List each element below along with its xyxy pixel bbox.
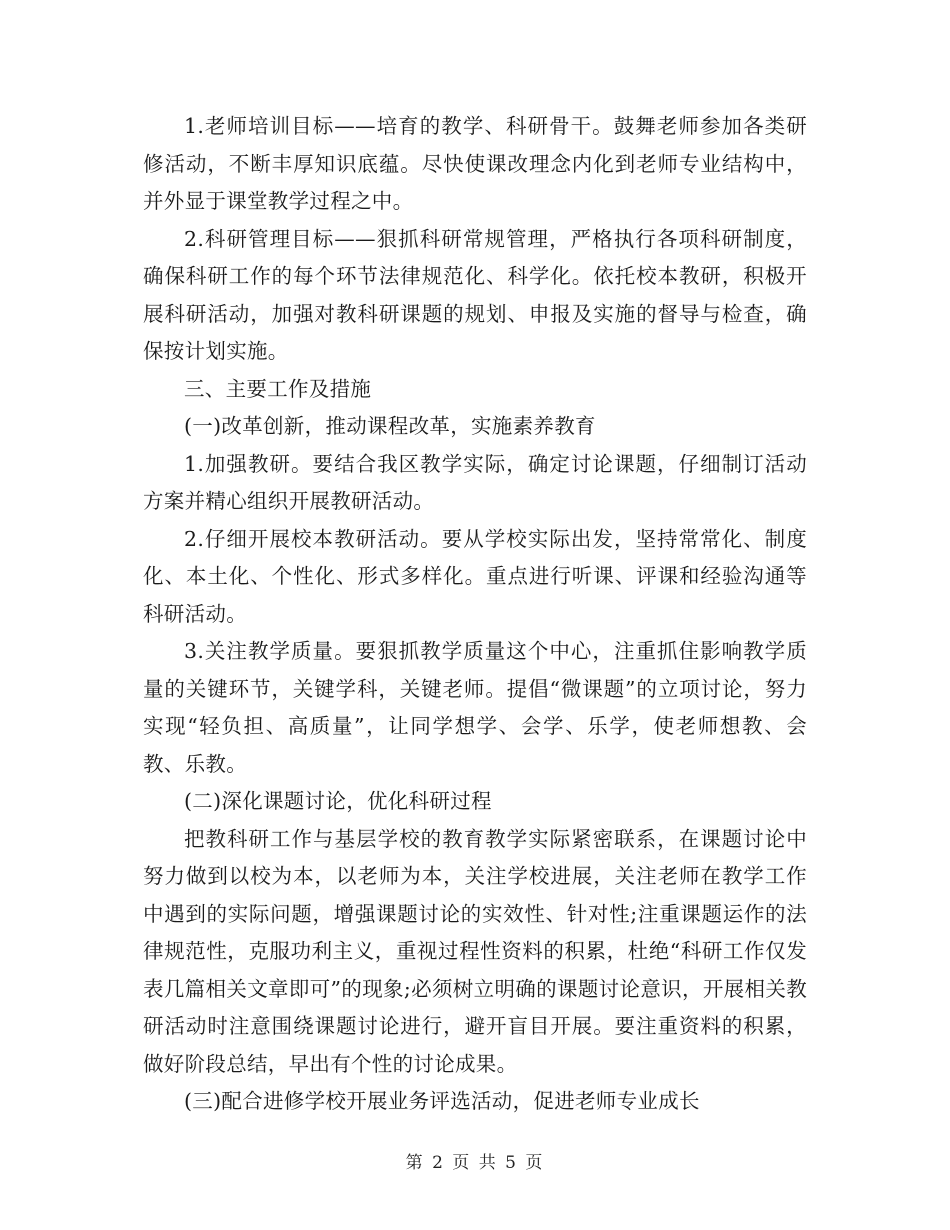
subsection-heading-reform: (一)改革创新，推动课程改革，实施素养教育 <box>184 414 596 438</box>
section-heading-main-work: 三、主要工作及措施 <box>184 376 372 401</box>
paragraph-school-research: 2.仔细开展校本教研活动。要从学校实际出发，坚持常常化、制度化、本土化、个性化、形式多样化。重点进行听课、评课和经验沟通等科研活动。 <box>143 526 807 626</box>
paragraph-teacher-training-goal: 1.老师培训目标——培育的教学、科研骨干。鼓舞老师参加各类研修活动，不断丰厚知识底蕴。尽快使课改理念内化到老师专业结构中，并外显于课堂教学过程之中。 <box>143 114 807 213</box>
paragraph-research-management-goal: 2.科研管理目标——狠抓科研常规管理，严格执行各项科研制度，确保科研工作的每个环节法律规范化、科学化。依托校本教研，积极开展科研活动，加强对教科研课题的规划、申报及实施的督导与检查，确保按计划实施。 <box>143 226 807 363</box>
page-number-footer: 第 2 页 共 5 页 <box>405 1153 545 1173</box>
paragraph-research-practice: 把教科研工作与基层学校的教育教学实际紧密联系，在课题讨论中努力做到以校为本，以老师为本，关注学校进展，关注老师在教学工作中遇到的实际问题，增强课题讨论的实效性、针对性;注重课题运作的法律规范性，克服功利主义，重视过程性资料的积累，杜绝“科研工作仅发表几篇相关文章即可”的现象;必须树立明确的课题讨论意识，开展相关教研活动时注意围绕课题讨论进行，避开盲目开展。要注重资料的积累，做好阶段总结，早出有个性的讨论成果。 <box>143 826 807 1076</box>
subsection-heading-deepen-topics: (二)深化课题讨论，优化科研过程 <box>184 789 492 813</box>
subsection-heading-evaluation: (三)配合进修学校开展业务评选活动，促进老师专业成长 <box>184 1089 700 1113</box>
paragraph-teaching-quality: 3.关注教学质量。要狠抓教学质量这个中心，注重抓住影响教学质量的关键环节，关键学科，关键老师。提倡“微课题”的立项讨论，努力实现“轻负担、高质量”，让同学想学、会学、乐学，使老师想教、会教、乐教。 <box>143 639 807 776</box>
document-body <box>143 108 807 1121</box>
paragraph-strengthen-research: 1.加强教研。要结合我区教学实际，确定讨论课题，仔细制订活动方案并精心组织开展教研活动。 <box>143 451 807 513</box>
